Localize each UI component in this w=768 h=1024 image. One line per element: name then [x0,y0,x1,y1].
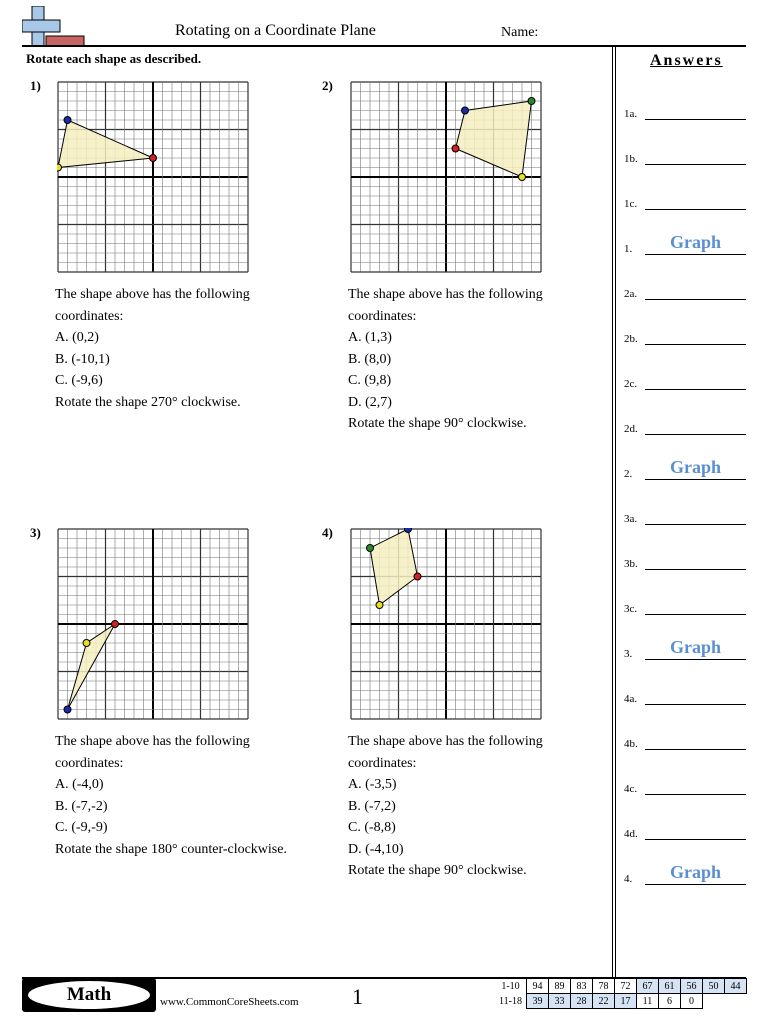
coordinate-grid [57,528,249,720]
answer-row [624,505,746,525]
answer-blank[interactable] [645,794,746,795]
score-cell: 67 [636,979,658,994]
coordinate-item: D. (2,7) [348,394,392,410]
vertex-point [462,107,469,114]
answer-graph-label: Graph [669,862,721,882]
problem-intro: coordinates: [55,308,124,324]
vertex-point [150,155,157,162]
coordinate-item: A. (1,3) [348,330,392,345]
vertex-point [367,545,374,552]
answer-label: 2c. [624,378,638,390]
score-cell: 22 [592,994,614,1009]
vertex-point [528,98,535,105]
answer-column-divider [612,47,616,977]
problem-text [55,284,250,413]
problem-intro: The shape above has the following [348,734,543,749]
answer-row [624,820,746,840]
vertex-point [414,573,421,580]
coordinate-item: B. (8,0) [348,351,392,367]
answer-blank[interactable] [645,209,746,210]
vertex-point [452,145,459,152]
answer-label: 3b. [624,558,638,570]
answer-graph-label: Graph [669,232,721,252]
answer-row [624,100,746,120]
answer-graph-label: Graph [669,637,721,657]
answer-label: 2b. [624,333,638,345]
commoncoresheets-logo [22,6,86,48]
score-range-label: 1-10 [501,980,520,992]
score-cell: 50 [702,979,724,994]
score-cell: 83 [570,979,592,994]
score-range-label: 11-18 [499,995,522,1007]
score-table [499,978,747,1009]
score-cell: 56 [680,979,702,994]
vertex-point [57,164,62,171]
answer-blank[interactable] [645,614,746,615]
answer-blank[interactable] [645,389,746,390]
coordinate-item: A. (0,2) [55,330,99,345]
score-cell: 6 [658,994,680,1009]
score-row [499,994,746,1009]
problem-intro: coordinates: [348,308,417,324]
answers-title: Answers [650,52,723,69]
page-number: 1 [352,984,363,1009]
answer-label: 2d. [624,423,638,435]
problem-number: 1) [30,78,41,93]
problem-intro: The shape above has the following [55,734,250,749]
coordinate-item: C. (9,8) [348,373,392,388]
answer-label: 4d. [624,828,638,840]
score-cell: 94 [526,979,548,994]
coordinate-item: C. (-8,8) [348,820,396,835]
answer-blank[interactable] [645,299,746,300]
rotation-instruction: Rotate the shape 90° clockwise. [348,863,527,878]
score-row [499,979,746,994]
score-cell: 0 [680,994,702,1009]
vertex-point [112,621,119,628]
problem-intro: coordinates: [55,755,124,771]
problem-number: 3) [30,525,41,540]
answer-label: 4b. [624,738,638,750]
answer-row [624,280,746,300]
problem-number: 2) [322,78,333,93]
rotation-instruction: Rotate the shape 270° clockwise. [55,394,241,410]
answer-label: 4c. [624,783,638,795]
problem-intro: The shape above has the following [55,287,250,302]
answer-label: 4a. [624,693,638,705]
answer-label: 3a. [624,513,638,525]
header-rule [22,45,746,47]
answer-blank[interactable] [645,434,746,435]
answer-label: 4. [624,873,633,885]
answer-blank[interactable] [645,884,746,885]
problem-number: 4) [322,525,333,540]
vertex-point [519,174,526,181]
answer-row [624,232,746,255]
coordinate-item: B. (-7,2) [348,798,396,814]
vertex-point [83,640,90,647]
answer-blank[interactable] [645,524,746,525]
answer-row [624,550,746,570]
answer-blank[interactable] [645,704,746,705]
answer-row [624,370,746,390]
coordinate-item: A. (-3,5) [348,777,397,792]
score-cell: 89 [548,979,570,994]
answer-row [624,862,746,885]
website-link[interactable]: www.CommonCoreSheets.com [160,996,299,1008]
shape-polygon [68,624,116,710]
score-cell: 33 [548,994,570,1009]
vertex-point [376,602,383,609]
score-cell: 61 [658,979,680,994]
coordinate-grid [57,81,249,273]
score-cell: 78 [592,979,614,994]
answer-row [624,730,746,750]
answer-label: 1a. [624,108,638,120]
vertex-point [64,706,71,713]
problem-intro: The shape above has the following [348,287,543,302]
answer-label: 2. [624,468,633,480]
instructions: Rotate each shape as described. [26,51,202,66]
answer-row [624,190,746,210]
coordinate-grid [350,528,542,720]
answer-blank[interactable] [645,119,746,120]
coordinate-item: A. (-4,0) [55,777,104,792]
answer-row [624,145,746,165]
score-cell: 28 [570,994,592,1009]
score-cell: 44 [724,979,746,994]
score-cell: 11 [636,994,658,1009]
answer-label: 1b. [624,153,638,165]
answer-label: 3c. [624,603,638,615]
coordinate-item: D. (-4,10) [348,841,404,857]
rotation-instruction: Rotate the shape 180° counter-clockwise. [55,841,287,857]
answer-blank[interactable] [645,839,746,840]
answer-label: 2a. [624,288,638,300]
answer-label: 1. [624,243,633,255]
vertex-point [405,528,412,533]
rotation-instruction: Rotate the shape 90° clockwise. [348,416,527,431]
answer-label: 3. [624,648,633,660]
coordinate-item: C. (-9,6) [55,373,103,388]
answer-row [624,637,746,660]
answer-blank[interactable] [645,164,746,165]
score-cell: 17 [614,994,636,1009]
answer-blank[interactable] [645,749,746,750]
answer-row [624,595,746,615]
answer-graph-label: Graph [669,457,721,477]
vertex-point [64,117,71,124]
answer-blank[interactable] [645,569,746,570]
coordinate-item: C. (-9,-9) [55,820,108,835]
problem-text [348,731,543,882]
coordinate-grid [350,81,542,273]
shape-polygon [370,529,418,605]
answer-row [624,457,746,480]
worksheet-title: Rotating on a Coordinate Plane [175,22,376,39]
answer-row [624,325,746,345]
answer-blank[interactable] [645,344,746,345]
answer-row [624,775,746,795]
score-cell: 72 [614,979,636,994]
answer-blank[interactable] [645,659,746,660]
answer-label: 1c. [624,198,638,210]
coordinate-item: B. (-7,-2) [55,798,108,814]
problem-intro: coordinates: [348,755,417,771]
math-label: Math [28,981,150,1009]
coordinate-item: B. (-10,1) [55,351,110,367]
problem-text [55,731,287,860]
answer-blank[interactable] [645,254,746,255]
answer-row [624,415,746,435]
answer-blank[interactable] [645,479,746,480]
name-label: Name: [501,25,539,40]
answer-row [624,685,746,705]
score-cell: 39 [526,994,548,1009]
problem-text [348,284,543,435]
